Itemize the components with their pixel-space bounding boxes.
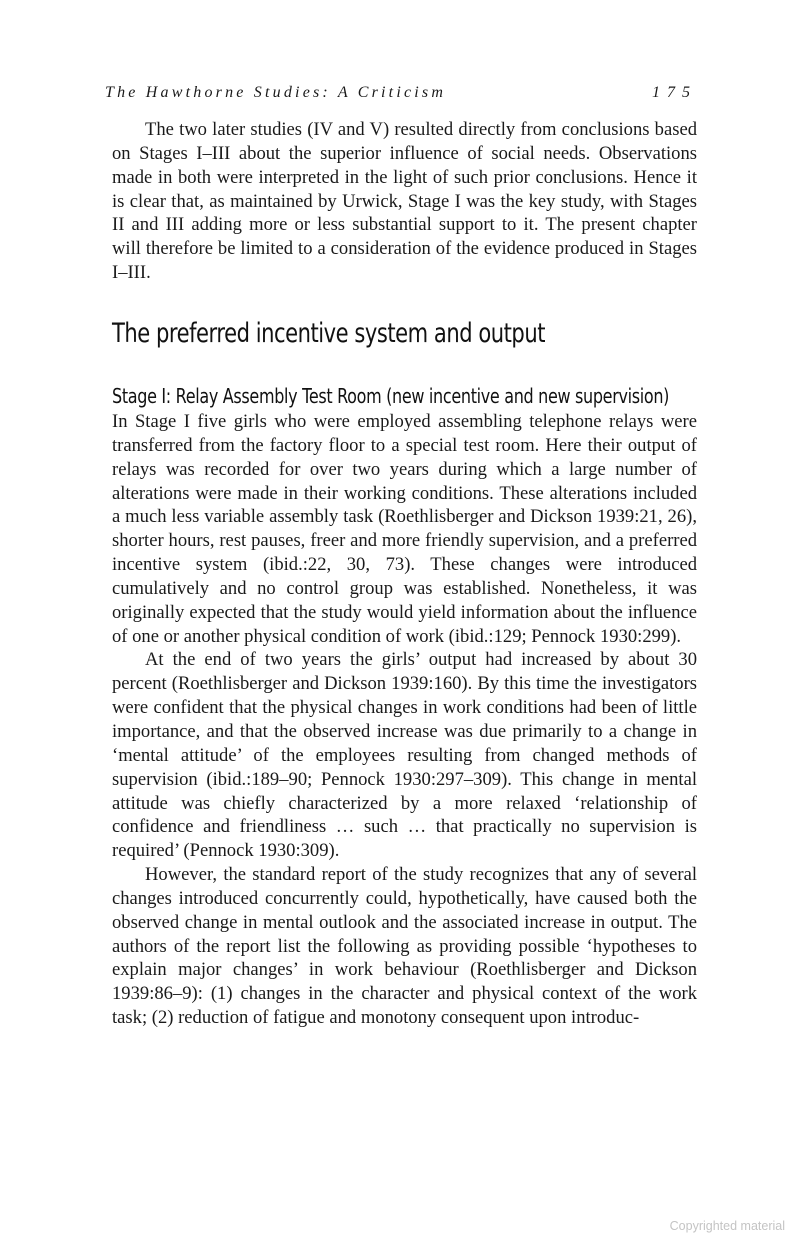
section-subheading: Stage I: Relay Assembly Test Room (new incentive and new supervision) — [112, 384, 670, 408]
body-paragraph: In Stage I five girls who were employed assembling telephone relays were transferred from the factory floor to a special test room. Here their output of relays was recorded for over two years during which a large number of alterations were made in their working conditions. These alterations included a much less variable assembly task (Roethlisberger and Dickson 1939:21, 26), shorter hours, rest pauses, freer and more friendly supervision, and a preferred incentive system (ibid.:22, 30, 73). These changes were introduced cumulatively and no control group was established. Nonetheless, it was originally expected that the study would yield information about the influence of one or another physical condition of work (ibid.:129; Pennock 1930:299). — [112, 411, 697, 647]
page-number: 175 — [652, 84, 697, 101]
body-paragraph: At the end of two years the girls’ output had increased by about 30 percent (Roethlisberger and Dickson 1939:160). By this time the investigators were confident that the physical changes in work conditions had been of little importance, and that the observed increase was due primarily to a change in ‘mental attitude’ of the employees resulting from changed methods of supervision (ibid.:189–90; Pennock 1930:297–309). This change in mental attitude was chiefly characterized by a more relaxed ‘relationship of confidence and friendliness … such … that practically no supervision is required’ (Pennock 1930:309). — [112, 649, 697, 862]
intro-paragraph: The two later studies (IV and V) resulted directly from conclusions based on Stages I–III about the superior influence of social needs. Observations made in both were interpreted in the light of such prior conclusions. Hence it is clear that, as maintained by Urwick, Stage I was the key study, with Stages II and III adding more or less substantial support to it. The present chapter will therefore be limited to a consideration of the evidence produced in Stages I–III. — [112, 119, 697, 284]
body-paragraph: However, the standard report of the study recognizes that any of several changes introduced concurrently could, hypothetically, have caused both the observed change in mental outlook and the associated increase in output. The authors of the report list the following as providing possible ‘hypotheses to explain major changes’ in work behaviour (Roethlisberger and Dickson 1939:86–9): (1) changes in the character and physical context of the work task; (2) reduction of fatigue and monotony consequent upon introduc- — [112, 864, 697, 1029]
section-body — [112, 410, 697, 1030]
section-heading: The preferred incentive system and output — [112, 318, 545, 349]
copyright-watermark: Copyrighted material — [669, 1219, 785, 1233]
running-head — [105, 84, 697, 108]
running-head-title: The Hawthorne Studies: A Criticism — [105, 84, 447, 101]
intro-section — [112, 118, 697, 285]
